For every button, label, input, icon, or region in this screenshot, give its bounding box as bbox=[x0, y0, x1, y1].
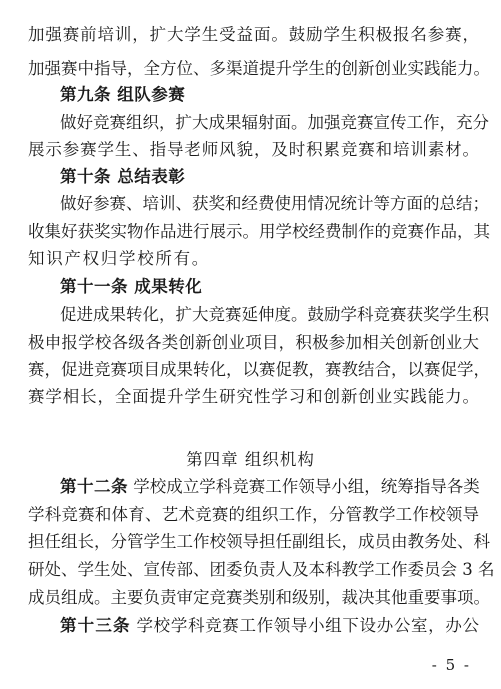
paragraph-line: 做好竞赛组织，扩大成果辐射面。加强竞赛宣传工作，充分 bbox=[60, 113, 489, 132]
paragraph-line: 做好参赛、培训、获奖和经费使用情况统计等方面的总结； bbox=[60, 194, 489, 213]
article-12-label: 第十二条 bbox=[60, 477, 128, 496]
paragraph-line: 展示参赛学生、指导老师风貌，及时积累竞赛和培训素材。 bbox=[28, 140, 479, 159]
article-13-label: 第十三条 bbox=[60, 616, 131, 635]
paragraph-line: 赛学相长，全面提升学生研究性学习和创新创业实践能力。 bbox=[28, 387, 479, 406]
paragraph-line: 收集好获奖实物作品进行展示。用学校经费制作的竞赛作品，其 bbox=[28, 222, 490, 241]
paragraph-line: 担任组长，分管学生工作校领导担任副组长，成员由教务处、科 bbox=[28, 532, 490, 551]
article-9-heading: 第九条 组队参赛 bbox=[60, 85, 186, 104]
paragraph-text: 学校成立学科竞赛工作领导小组，统筹指导各类 bbox=[128, 477, 480, 496]
paragraph-line: 促进成果转化，扩大竞赛延伸度。鼓励学科竞赛获奖学生积 bbox=[60, 305, 489, 324]
article-10-heading: 第十条 总结表彰 bbox=[60, 167, 186, 186]
page-number: - 5 - bbox=[431, 656, 471, 674]
article-12-first-line bbox=[60, 476, 479, 498]
article-11-heading: 第十一条 成果转化 bbox=[60, 277, 203, 296]
paragraph-line: 知识产权归学校所有。 bbox=[28, 249, 210, 268]
paragraph-line: 加强赛前培训，扩大学生受益面。鼓励学生积极报名参赛， bbox=[28, 25, 479, 44]
chapter-heading: 第四章 组织机构 bbox=[186, 450, 315, 469]
paragraph-line: 加强赛中指导，全方位、多渠道提升学生的创新创业实践能力。 bbox=[28, 59, 490, 78]
paragraph-text: 学校学科竞赛工作领导小组下设办公室，办公 bbox=[130, 616, 479, 635]
paragraph-line: 成员组成。主要负责审定竞赛类别和级别，裁决其他重要事项。 bbox=[28, 588, 490, 607]
paragraph-line: 学科竞赛和体育、艺术竞赛的组织工作，分管教学工作校领导 bbox=[28, 505, 479, 524]
paragraph-line: 研处、学生处、宣传部、团委负责人及本科教学工作委员会 3 名 bbox=[28, 560, 495, 579]
paragraph-line: 赛，促进竞赛项目成果转化，以赛促教，赛教结合，以赛促学， bbox=[28, 360, 490, 379]
article-13-first-line bbox=[60, 615, 479, 637]
paragraph-line: 极申报学校各级各类创新创业项目，积极参加相关创新创业大 bbox=[28, 333, 479, 352]
